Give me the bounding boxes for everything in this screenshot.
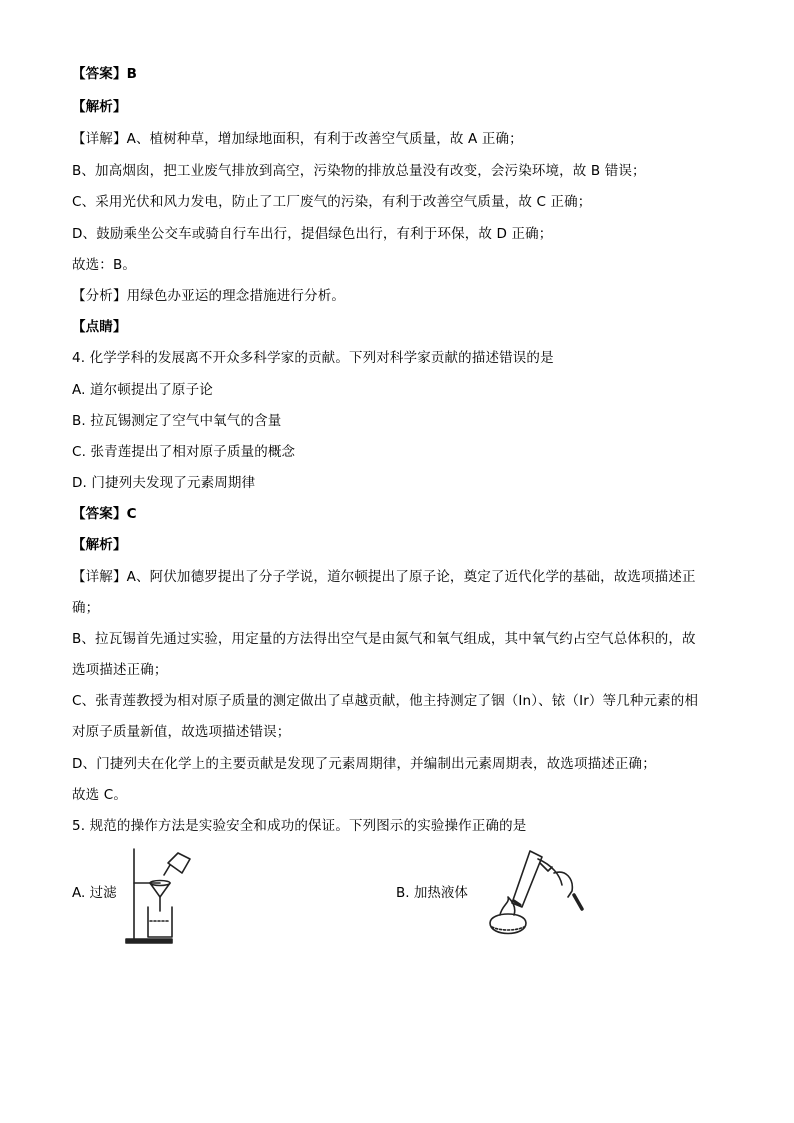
q3-analysis-heading: 【解析】 bbox=[72, 99, 127, 115]
q4-detail-4: D、门捷列夫在化学上的主要贡献是发现了元素周期律，并编制出元素周期表，故选项描述正确； bbox=[72, 756, 656, 772]
heating-liquid-apparatus-icon bbox=[482, 845, 592, 945]
q4-detail-2a: B、拉瓦锡首先通过实验，用定量的方法得出空气是由氮气和氧气组成，其中氧气约占空气总体积的，故 bbox=[72, 631, 696, 647]
filtration-apparatus-icon bbox=[120, 845, 196, 945]
q4-stem: 4. 化学学科的发展离不开众多科学家的贡献。下列对科学家贡献的描述错误的是 bbox=[72, 350, 554, 366]
q4-detail-2b: 选项描述正确； bbox=[72, 662, 168, 678]
q3-fenxi: 【分析】用绿色办亚运的理念措施进行分析。 bbox=[72, 288, 345, 304]
q4-choose: 故选 C。 bbox=[72, 787, 127, 803]
q4-option-b: B. 拉瓦锡测定了空气中氧气的含量 bbox=[72, 413, 282, 429]
q3-detail-1: 【详解】A、植树种草，增加绿地面积，有利于改善空气质量，故 A 正确； bbox=[72, 131, 523, 147]
q3-dianjing: 【点睛】 bbox=[72, 319, 127, 335]
q4-detail-1a: 【详解】A、阿伏加德罗提出了分子学说，道尔顿提出了原子论，奠定了近代化学的基础，故选项描述正 bbox=[72, 569, 696, 585]
q5-figures bbox=[72, 845, 722, 945]
q4-option-c: C. 张青莲提出了相对原子质量的概念 bbox=[72, 444, 296, 460]
q4-option-a: A. 道尔顿提出了原子论 bbox=[72, 382, 213, 398]
q4-analysis-heading: 【解析】 bbox=[72, 537, 127, 553]
q4-detail-1b: 确； bbox=[72, 600, 100, 616]
q4-option-d: D. 门捷列夫发现了元素周期律 bbox=[72, 475, 256, 491]
q5-stem: 5. 规范的操作方法是实验安全和成功的保证。下列图示的实验操作正确的是 bbox=[72, 818, 527, 834]
q5-option-b: B. 加热液体 bbox=[396, 885, 468, 901]
q3-detail-2: B、加高烟囱，把工业废气排放到高空，污染物的排放总量没有改变，会污染环境，故 B 错误； bbox=[72, 163, 646, 179]
q3-detail-3: C、采用光伏和风力发电，防止了工厂废气的污染，有利于改善空气质量，故 C 正确； bbox=[72, 194, 592, 210]
q3-answer: 【答案】B bbox=[72, 66, 138, 82]
q3-detail-4: D、鼓励乘坐公交车或骑自行车出行，提倡绿色出行，有利于环保，故 D 正确； bbox=[72, 226, 553, 242]
q3-choose: 故选：B。 bbox=[72, 257, 137, 273]
q4-detail-3b: 对原子质量新值，故选项描述错误； bbox=[72, 724, 291, 740]
q4-answer: 【答案】C bbox=[72, 506, 137, 522]
q4-detail-3a: C、张青莲教授为相对原子质量的测定做出了卓越贡献，他主持测定了铟（In）、铱（Ir）等几种元素的相 bbox=[72, 693, 699, 709]
q5-option-a: A. 过滤 bbox=[72, 885, 117, 901]
